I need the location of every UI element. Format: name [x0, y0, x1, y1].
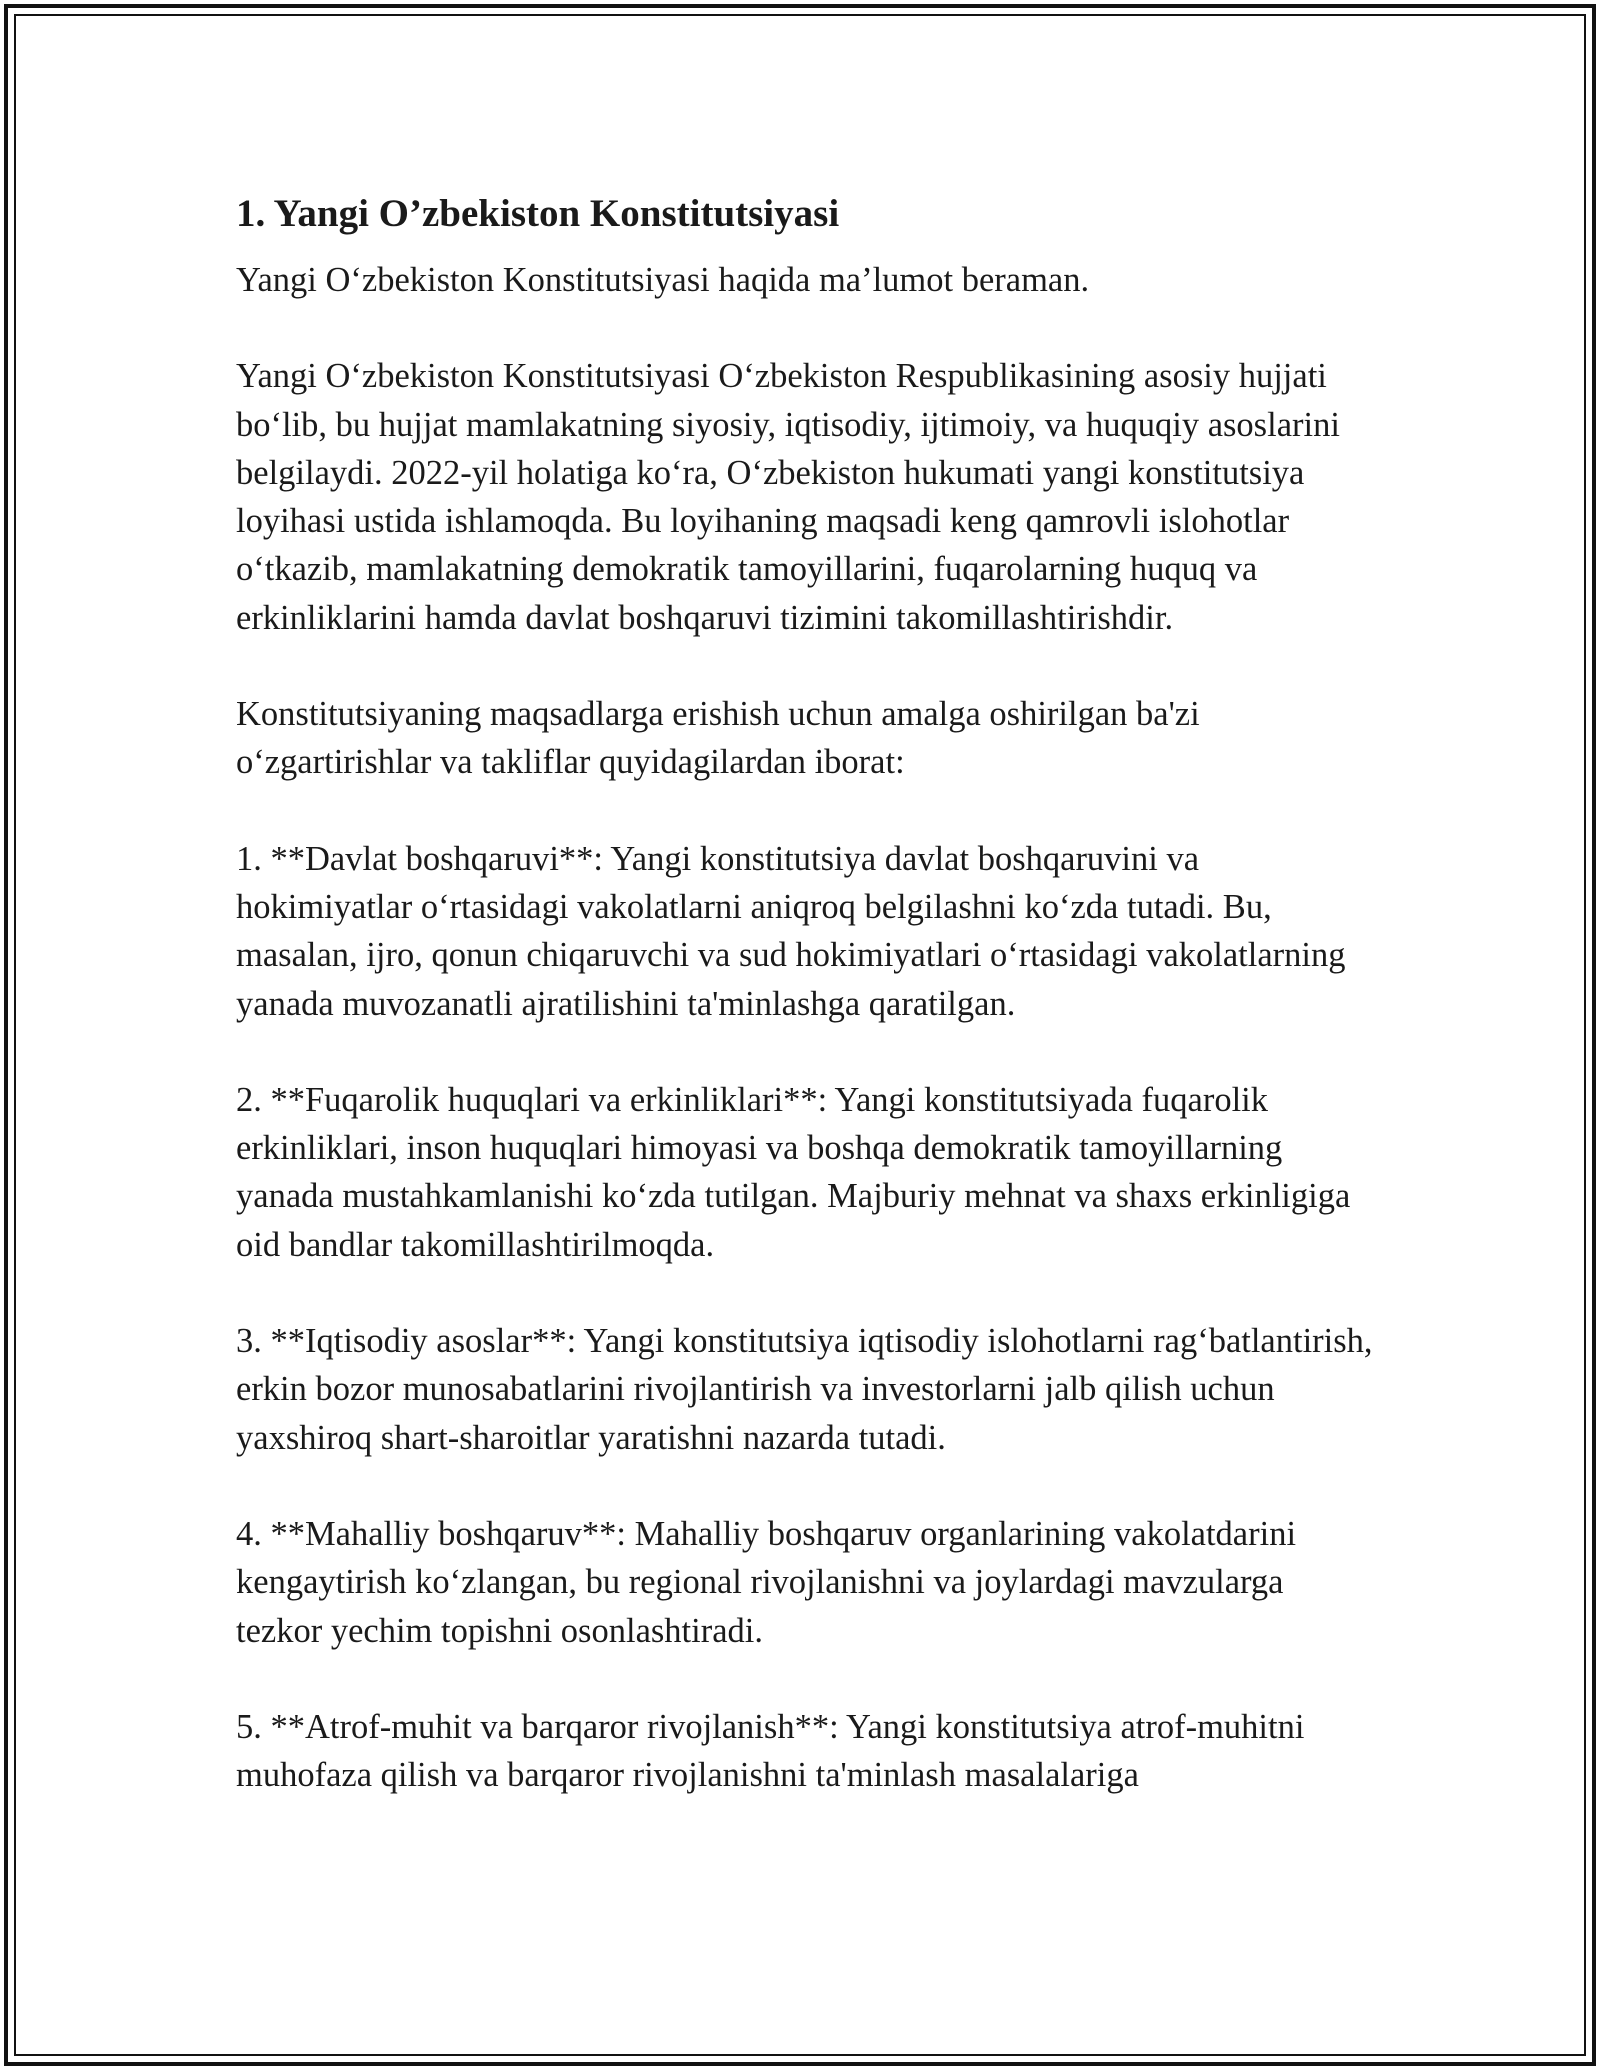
list-item-fuqarolik-huquqlari: 2. **Fuqarolik huquqlari va erkinliklari**: Yangi konstitutsiyada fuqarolik erkinliklari, inson huquqlari himoyasi va boshqa demokratik tamoyillarning yanada mustahkamlanishi ko‘zda tutilgan. Majburiy mehnat va shaxs erkinligiga oid bandlar takomillashtirilmoqda. [236, 1080, 1351, 1264]
document-body [236, 188, 1376, 1847]
intro-paragraph: Yangi O‘zbekiston Konstitutsiyasi haqida ma’lumot beraman. [236, 261, 1090, 299]
changes-intro-paragraph: Konstitutsiyaning maqsadlarga erishish uchun amalga oshirilgan ba'zi o‘zgartirishlar va takliflar quyidagilardan iborat: [236, 695, 1200, 782]
overview-paragraph: Yangi O‘zbekiston Konstitutsiyasi O‘zbekiston Respublikasining asosiy hujjati bo‘lib, bu hujjat mamlakatning siyosiy, iqtisodiy, ijtimoiy, va huquqiy asoslarini belgilaydi. 2022-yil holatiga ko‘ra, O‘zbekiston hukumati yangi konstitutsiya loyihasi ustida ishlamoqda. Bu loyihaning maqsadi keng qamrovli islohotlar o‘tkazib, mamlakatning demokratik tamoyillarini, fuqarolarning huquq va erkinliklarini hamda davlat boshqaruvi tizimini takomillashtirishdir. [236, 357, 1340, 637]
list-item-iqtisodiy-asoslar: 3. **Iqtisodiy asoslar**: Yangi konstitutsiya iqtisodiy islohotlarni rag‘batlantirish, erkin bozor munosabatlarini rivojlantirish va investorlarni jalb qilish uchun yaxshiroq shart-sharoitlar yaratishni nazarda tutadi. [236, 1322, 1373, 1457]
document-title: 1. Yangi O’zbekiston Konstitutsiyasi [236, 192, 840, 235]
list-item-atrof-muhit: 5. **Atrof-muhit va barqaror rivojlanish**: Yangi konstitutsiya atrof-muhitni muhofaza qilish va barqaror rivojlanishni ta'minlash masalalariga [236, 1707, 1305, 1795]
list-item-davlat-boshqaruvi: 1. **Davlat boshqaruvi**: Yangi konstitutsiya davlat boshqaruvini va hokimiyatlar o‘rtasidagi vakolatlarni aniqroq belgilashni ko‘zda tutadi. Bu, masalan, ijro, qonun chiqaruvchi va sud hokimiyatlari o‘rtasidagi vakolatlarning yanada muvozanatli ajratilishini ta'minlashga qaratilgan. [236, 839, 1346, 1023]
list-item-mahalliy-boshqaruv: 4. **Mahalliy boshqaruv**: Mahalliy boshqaruv organlarining vakolatdarini kengaytirish ko‘zlangan, bu regional rivojlanishni va joylardagi mavzularga tezkor yechim topishni osonlashtiradi. [236, 1514, 1297, 1650]
